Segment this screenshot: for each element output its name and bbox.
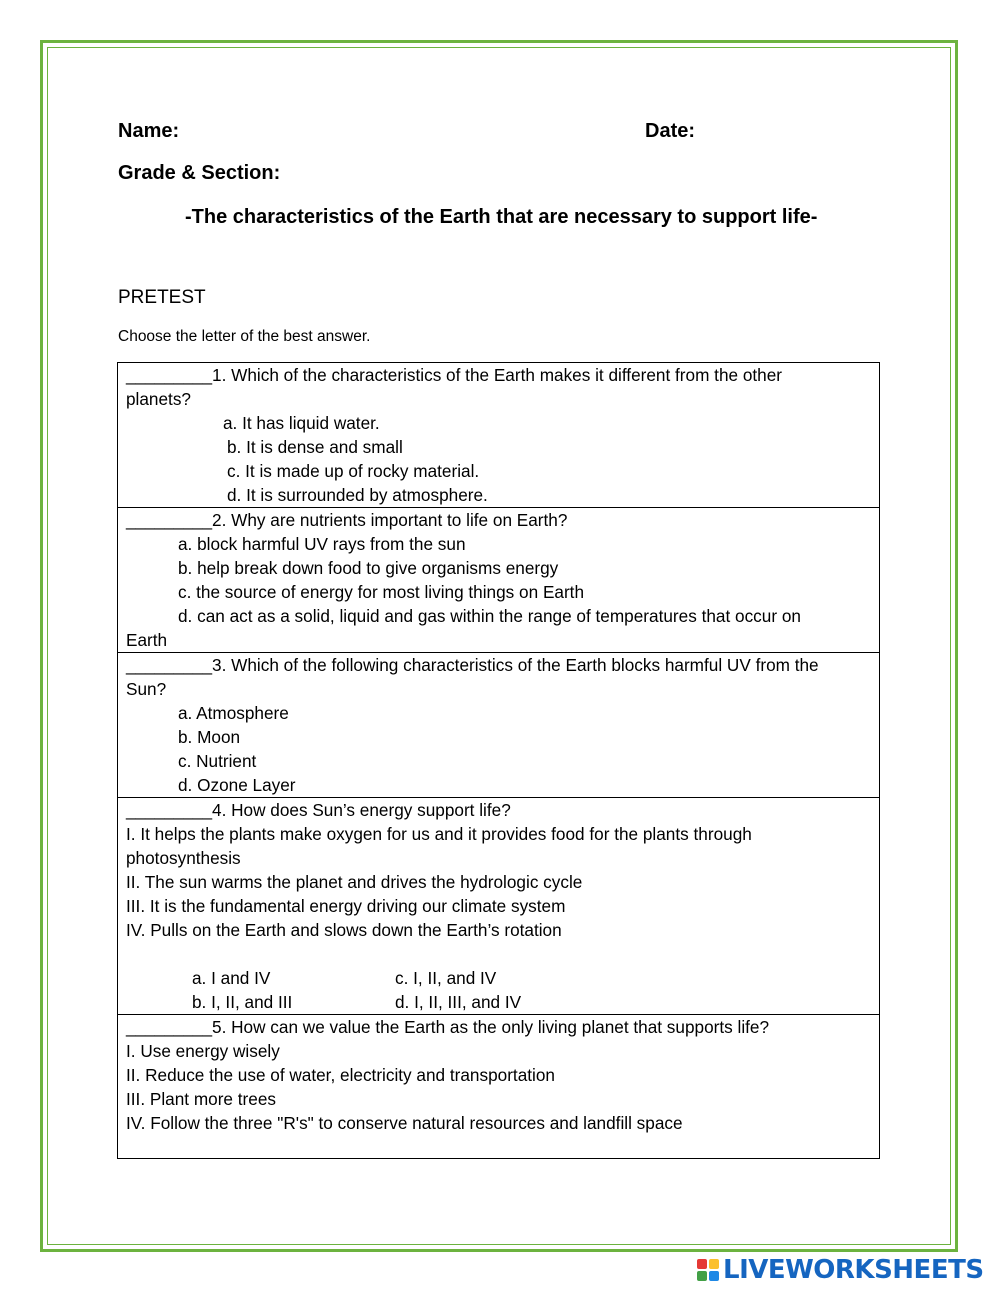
question-1-stem-cont: planets? xyxy=(126,389,191,409)
question-3-option-b: b. Moon xyxy=(178,727,241,747)
question-2 xyxy=(118,508,880,653)
question-5-stem: _________5. How can we value the Earth as the only living planet that supports life? xyxy=(126,1017,770,1037)
question-2-option-d-cont: Earth xyxy=(126,630,168,650)
question-4-option-c: c. I, II, and IV xyxy=(395,968,497,988)
question-1-option-b: b. It is dense and small xyxy=(227,437,403,457)
question-4-option-b: b. I, II, and III xyxy=(192,992,293,1012)
question-3-stem-cont: Sun? xyxy=(126,679,167,699)
question-2-stem: _________2. Why are nutrients important to life on Earth? xyxy=(126,510,568,530)
question-3-option-a: a. Atmosphere xyxy=(178,703,289,723)
question-4 xyxy=(118,798,880,1015)
question-4-option-d: d. I, II, III, and IV xyxy=(395,992,522,1012)
question-4-statement-1: I. It helps the plants make oxygen for us and it provides food for the plants through xyxy=(126,824,752,844)
question-2-option-d: d. can act as a solid, liquid and gas within the range of temperatures that occur on xyxy=(178,606,801,626)
pretest-heading: PRETEST xyxy=(118,287,206,308)
question-1-stem: _________1. Which of the characteristics of the Earth makes it different from the other xyxy=(126,365,783,385)
grade-section-label: Grade & Section: xyxy=(118,162,281,184)
question-3-option-c: c. Nutrient xyxy=(178,751,257,771)
liveworksheets-logo-icon xyxy=(697,1259,719,1281)
question-4-statement-3: III. It is the fundamental energy driving our climate system xyxy=(126,896,566,916)
question-2-option-c: c. the source of energy for most living things on Earth xyxy=(178,582,585,602)
question-2-option-b: b. help break down food to give organisms energy xyxy=(178,558,559,578)
question-4-statement-1-cont: photosynthesis xyxy=(126,848,241,868)
question-3-option-d: d. Ozone Layer xyxy=(178,775,296,795)
question-4-stem: _________4. How does Sun’s energy support life? xyxy=(126,800,511,820)
question-5 xyxy=(118,1015,880,1159)
question-5-statement-1: I. Use energy wisely xyxy=(126,1041,280,1061)
question-5-statement-3: III. Plant more trees xyxy=(126,1089,276,1109)
question-1-option-d: d. It is surrounded by atmosphere. xyxy=(227,485,488,505)
instruction-text: Choose the letter of the best answer. xyxy=(118,328,371,345)
question-3-stem: _________3. Which of the following characteristics of the Earth blocks harmful UV from the xyxy=(126,655,819,675)
question-5-statement-2: II. Reduce the use of water, electricity and transportation xyxy=(126,1065,555,1085)
question-4-statement-4: IV. Pulls on the Earth and slows down the Earth’s rotation xyxy=(126,920,562,940)
question-1 xyxy=(118,363,880,508)
question-3 xyxy=(118,653,880,798)
question-1-option-a: a. It has liquid water. xyxy=(223,413,380,433)
logo-text: LIVEWORKSHEETS xyxy=(723,1255,984,1285)
question-5-statement-4: IV. Follow the three "R's" to conserve natural resources and landfill space xyxy=(126,1113,683,1133)
question-4-option-a: a. I and IV xyxy=(192,968,271,988)
question-2-option-a: a. block harmful UV rays from the sun xyxy=(178,534,466,554)
name-label: Name: xyxy=(118,120,180,142)
questions-table xyxy=(117,362,880,1159)
worksheet-title: -The characteristics of the Earth that are necessary to support life- xyxy=(185,206,818,228)
liveworksheets-logo xyxy=(697,1256,984,1284)
date-label: Date: xyxy=(645,120,696,142)
question-1-option-c: c. It is made up of rocky material. xyxy=(227,461,480,481)
question-4-statement-2: II. The sun warms the planet and drives the hydrologic cycle xyxy=(126,872,583,892)
